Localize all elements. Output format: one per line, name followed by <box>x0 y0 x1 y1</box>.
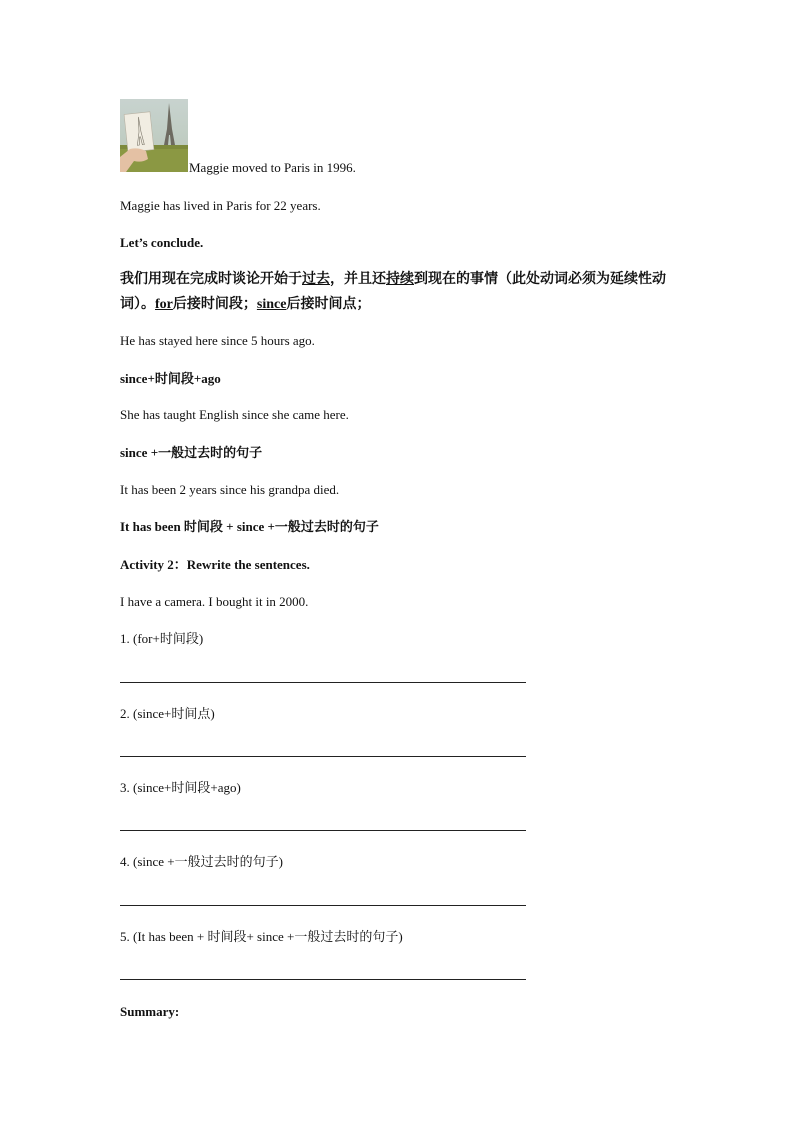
rule-text-continue: 持续 <box>386 271 414 287</box>
rule2-text-c: 后接时间段； <box>172 296 257 312</box>
eiffel-tower-photo <box>120 99 188 172</box>
rule-line-1 <box>120 271 666 287</box>
rule-text-c: ，并且还 <box>330 271 386 287</box>
answer-line-5[interactable] <box>120 979 526 980</box>
example-taught: She has taught English since she came here. <box>120 407 349 422</box>
question-4: 4. (since +一般过去时的句子) <box>120 854 283 869</box>
example-stayed: He has stayed here since 5 hours ago. <box>120 333 315 348</box>
rule2-text-since: since <box>256 297 287 312</box>
rule2-text-e: 后接时间点； <box>286 296 371 312</box>
answer-line-1[interactable] <box>120 682 526 683</box>
answer-line-4[interactable] <box>120 905 526 906</box>
rule-line-2 <box>120 296 370 313</box>
heading-lets-conclude: Let’s conclude. <box>120 235 204 250</box>
rule-text-a: 我们用现在完成时谈论开始于 <box>120 271 302 287</box>
pattern-since-ago: since+时间段+ago <box>120 371 221 386</box>
rule2-text-a: 词）。 <box>120 296 155 312</box>
sentence-has-lived: Maggie has lived in Paris for 22 years. <box>120 198 321 213</box>
question-5: 5. (It has been + 时间段+ since +一般过去时的句子) <box>120 929 403 944</box>
question-3: 3. (since+时间段+ago) <box>120 780 241 795</box>
answer-line-2[interactable] <box>120 756 526 757</box>
question-2: 2. (since+时间点) <box>120 706 215 721</box>
rule-text-e: 到现在的事情（此处动词必须为延续性动 <box>414 271 666 287</box>
question-1: 1. (for+时间段) <box>120 631 204 646</box>
pattern-since-past: since +一般过去时的句子 <box>120 445 263 460</box>
example-grandpa: It has been 2 years since his grandpa died. <box>120 482 340 497</box>
rule2-text-for: for <box>155 297 173 312</box>
camera-sentence: I have a camera. I bought it in 2000. <box>120 594 309 609</box>
pattern-it-has-been: It has been 时间段 + since +一般过去时的句子 <box>120 519 379 534</box>
rule-text-past: 过去 <box>302 271 330 287</box>
activity-2-heading: Activity 2：Rewrite the sentences. <box>120 557 310 572</box>
summary-heading: Summary: <box>120 1004 180 1019</box>
sentence-moved: Maggie moved to Paris in 1996. <box>189 160 356 175</box>
answer-line-3[interactable] <box>120 830 526 831</box>
